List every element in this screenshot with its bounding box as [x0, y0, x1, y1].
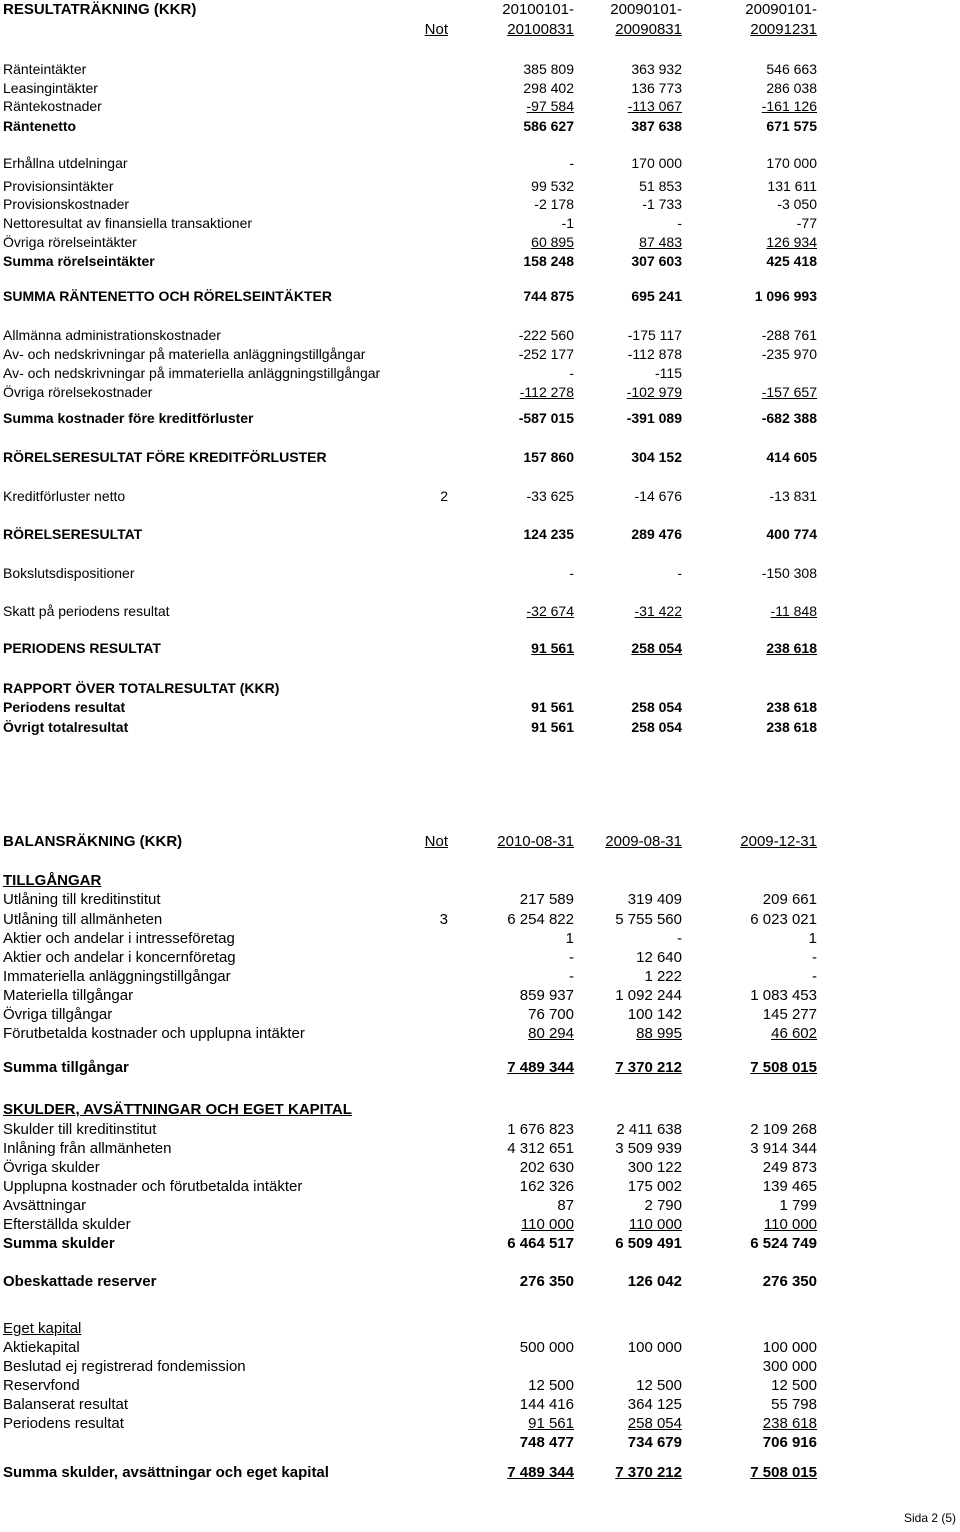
income-col3-bot: 20091231 — [750, 21, 817, 38]
row-value-3: 1 799 — [779, 1197, 817, 1214]
table-row — [0, 448, 960, 466]
row-value-3: 3 914 344 — [750, 1140, 817, 1157]
row-value-3: -288 761 — [761, 327, 817, 343]
row-value-3: -77 — [796, 215, 817, 231]
row-value-2: -115 — [655, 365, 682, 381]
row-value-2: -14 676 — [634, 488, 682, 504]
table-row — [0, 564, 960, 582]
table-row — [0, 525, 960, 543]
table-row — [0, 1235, 960, 1253]
row-value-3: 7 508 015 — [750, 1059, 817, 1076]
row-value-3: 276 350 — [762, 1273, 817, 1290]
table-row — [0, 79, 960, 97]
table-row — [0, 1121, 960, 1139]
row-label: Leasingintäkter — [3, 80, 98, 96]
row-label: Summa skulder — [3, 1235, 115, 1252]
row-value-1: 87 — [557, 1197, 574, 1214]
table-row — [0, 968, 960, 986]
income-title: RESULTATRÄKNING (KKR) — [3, 1, 197, 18]
row-value-3: 131 611 — [767, 178, 817, 194]
row-label: Avsättningar — [3, 1197, 87, 1214]
row-value-1: 91 561 — [531, 699, 574, 715]
row-value-1: - — [569, 565, 574, 581]
row-label: Skatt på periodens resultat — [3, 603, 170, 619]
row-value-3: 546 663 — [766, 61, 817, 77]
table-row — [0, 602, 960, 620]
row-value-1: -587 015 — [518, 410, 574, 426]
row-label: Balanserat resultat — [3, 1396, 129, 1413]
table-row — [0, 911, 960, 929]
row-label: Inlåning från allmänheten — [3, 1140, 172, 1157]
table-row — [0, 252, 960, 270]
row-value-2: - — [677, 215, 682, 231]
income-col2-top: 20090101- — [610, 1, 682, 18]
row-label: Ränteintäkter — [3, 61, 87, 77]
row-value-2: -31 422 — [634, 603, 682, 619]
row-label: Utlåning till allmänheten — [3, 911, 163, 928]
row-value-3: 1 — [808, 930, 817, 947]
row-value-3: -235 970 — [761, 346, 817, 362]
row-label: Aktier och andelar i koncernföretag — [3, 949, 236, 966]
row-value-3: 209 661 — [762, 891, 817, 908]
table-row — [0, 214, 960, 232]
income-col1-top: 20100101- — [502, 1, 574, 18]
row-label: Periodens resultat — [3, 1415, 124, 1432]
row-value-2: -391 089 — [626, 410, 682, 426]
row-value-1: 60 895 — [531, 234, 574, 250]
row-value-3: - — [812, 949, 817, 966]
balance-title: BALANSRÄKNING (KKR) — [3, 833, 183, 850]
row-value-1: 91 561 — [531, 640, 574, 656]
row-label: Periodens resultat — [3, 699, 126, 715]
table-row — [0, 409, 960, 427]
row-label: Provisionskostnader — [3, 196, 130, 212]
row-value-1: 859 937 — [519, 987, 574, 1004]
row-value-3: 238 618 — [762, 1415, 817, 1432]
row-value-2: 307 603 — [631, 253, 682, 269]
row-label: Skulder till kreditinstitut — [3, 1121, 157, 1138]
income-col3-top: 20090101- — [745, 1, 817, 18]
row-value-3: - — [812, 968, 817, 985]
row-value-3: 12 500 — [771, 1377, 817, 1394]
row-label: Övriga skulder — [3, 1159, 100, 1176]
row-value-3: -161 126 — [761, 98, 817, 114]
row-value-3: 300 000 — [762, 1358, 817, 1375]
row-value-1: 91 561 — [528, 1415, 574, 1432]
row-value-2: 175 002 — [627, 1178, 682, 1195]
row-value-3: -157 657 — [761, 384, 817, 400]
table-row — [0, 287, 960, 305]
row-value-2: -113 067 — [627, 98, 682, 114]
row-value-3: 145 277 — [762, 1006, 817, 1023]
table-row — [0, 487, 960, 505]
row-value-2: 88 995 — [636, 1025, 682, 1042]
row-value-3: 671 575 — [766, 118, 817, 134]
row-value-1: -33 625 — [526, 488, 574, 504]
grand-total-row — [0, 1464, 960, 1482]
row-value-1: - — [569, 155, 574, 171]
row-value-1: -32 674 — [526, 603, 574, 619]
income-col1-bot: 20100831 — [507, 21, 574, 38]
row-value-2: 734 679 — [627, 1434, 682, 1451]
row-value-2: 300 122 — [627, 1159, 682, 1176]
row-value-2: 12 640 — [636, 949, 682, 966]
row-value-3: -150 308 — [761, 565, 817, 581]
row-label: Förutbetalda kostnader och upplupna intäkter — [3, 1025, 305, 1042]
table-row — [0, 97, 960, 115]
row-label: Räntekostnader — [3, 98, 102, 114]
row-value-1: 6 254 822 — [507, 911, 574, 928]
table-row — [0, 383, 960, 401]
row-value-2: 87 483 — [639, 234, 682, 250]
row-value-1: 157 860 — [523, 449, 574, 465]
table-row — [0, 345, 960, 363]
row-value-2: - — [677, 565, 682, 581]
row-label: Nettoresultat av finansiella transaktioner — [3, 215, 253, 231]
row-value-2: 289 476 — [631, 526, 682, 542]
row-value-3: 46 602 — [771, 1025, 817, 1042]
row-value-2: 304 152 — [631, 449, 682, 465]
row-value-1: 4 312 651 — [507, 1140, 574, 1157]
row-value-1: 744 875 — [523, 288, 574, 304]
row-label: Aktier och andelar i intresseföretag — [3, 930, 235, 947]
row-value-2: 7 370 212 — [615, 1464, 682, 1481]
row-value-2: -112 878 — [627, 346, 682, 362]
row-value-1: -1 — [561, 215, 574, 231]
table-row — [0, 117, 960, 135]
row-value-1: 202 630 — [519, 1159, 574, 1176]
row-value-2: 100 000 — [627, 1339, 682, 1356]
row-label: Beslutad ej registrerad fondemission — [3, 1358, 246, 1375]
row-value-3: -11 848 — [770, 603, 817, 619]
row-label: Summa kostnader före kreditförluster — [3, 410, 254, 426]
row-value-3: 170 000 — [766, 155, 817, 171]
row-label: Övrigt totalresultat — [3, 719, 129, 735]
table-row — [0, 364, 960, 382]
row-label: Övriga rörelseintäkter — [3, 234, 137, 250]
income-col-head-top — [0, 1, 960, 19]
row-label: Obeskattade reserver — [3, 1273, 157, 1290]
row-value-3: -3 050 — [777, 196, 817, 212]
table-row — [0, 1415, 960, 1433]
row-value-3: 1 083 453 — [750, 987, 817, 1004]
row-value-2: - — [677, 930, 682, 947]
row-value-1: 158 248 — [523, 253, 574, 269]
row-value-3: -682 388 — [761, 410, 817, 426]
row-note: 3 — [439, 911, 448, 928]
row-value-1: 748 477 — [519, 1434, 574, 1451]
row-value-2: 364 125 — [627, 1396, 682, 1413]
table-row — [0, 1396, 960, 1414]
row-value-3: 55 798 — [771, 1396, 817, 1413]
table-row — [0, 154, 960, 172]
row-value-2: 2 411 638 — [616, 1121, 682, 1138]
table-row — [0, 1178, 960, 1196]
row-value-3: 286 038 — [766, 80, 817, 96]
row-label: Allmänna administrationskostnader — [3, 327, 221, 343]
row-value-3: 400 774 — [766, 526, 817, 542]
row-label: RÖRELSERESULTAT — [3, 526, 143, 542]
row-value-2: 258 054 — [627, 1415, 682, 1432]
table-row — [0, 1216, 960, 1234]
row-value-1: -97 584 — [526, 98, 574, 114]
table-row — [0, 698, 960, 716]
table-row — [0, 1377, 960, 1395]
row-label: Övriga rörelsekostnader — [3, 384, 153, 400]
page-number: Sida 2 (5) — [903, 1511, 956, 1525]
row-label: RÖRELSERESULTAT FÖRE KREDITFÖRLUSTER — [3, 449, 327, 465]
row-value-2: -175 117 — [627, 327, 682, 343]
table-row — [0, 1006, 960, 1024]
table-row — [0, 1358, 960, 1376]
row-value-2: 110 000 — [628, 1216, 682, 1233]
balance-not-label: Not — [424, 833, 448, 850]
row-value-1: - — [569, 968, 574, 985]
row-value-3: 100 000 — [762, 1339, 817, 1356]
row-value-1: - — [569, 365, 574, 381]
row-value-2: 136 773 — [631, 80, 682, 96]
row-value-1: 586 627 — [523, 118, 574, 134]
row-value-1: 7 489 344 — [507, 1464, 574, 1481]
balance-col2: 2009-08-31 — [605, 833, 682, 850]
table-row — [0, 949, 960, 967]
row-value-1: 162 326 — [519, 1178, 574, 1195]
table-row — [0, 930, 960, 948]
row-value-1: 6 464 517 — [507, 1235, 574, 1252]
row-value-1: 385 809 — [523, 61, 574, 77]
row-value-1: 80 294 — [528, 1025, 574, 1042]
row-value-1: 1 — [565, 930, 574, 947]
row-value-2: 258 054 — [631, 699, 682, 715]
row-value-1: -112 278 — [519, 384, 574, 400]
row-value-1: 1 676 823 — [507, 1121, 574, 1138]
assets-header-row — [0, 872, 960, 890]
table-row — [0, 1197, 960, 1215]
row-label: Aktiekapital — [3, 1339, 80, 1356]
row-value-3: 126 934 — [766, 234, 817, 250]
row-value-2: -1 733 — [642, 196, 682, 212]
table-row — [0, 195, 960, 213]
row-value-2: 258 054 — [631, 719, 682, 735]
row-value-2: 126 042 — [627, 1273, 682, 1290]
income-col2-bot: 20090831 — [615, 21, 682, 38]
balance-col1: 2010-08-31 — [497, 833, 574, 850]
row-label: Av- och nedskrivningar på immateriella anläggningstillgångar — [3, 365, 381, 381]
row-value-1: 7 489 344 — [507, 1059, 574, 1076]
row-value-2: 7 370 212 — [615, 1059, 682, 1076]
row-value-3: 425 418 — [766, 253, 817, 269]
row-value-2: 2 790 — [644, 1197, 682, 1214]
total-title-row — [0, 679, 960, 697]
total-title: RAPPORT ÖVER TOTALRESULTAT (KKR) — [3, 680, 280, 696]
row-label: Kreditförluster netto — [3, 488, 126, 504]
row-value-1: 298 402 — [523, 80, 574, 96]
row-label: SUMMA RÄNTENETTO OCH RÖRELSEINTÄKTER — [3, 288, 332, 304]
row-value-2: 363 932 — [631, 61, 682, 77]
equity-subtotal-row — [0, 1434, 960, 1452]
row-value-2: 6 509 491 — [615, 1235, 682, 1252]
row-value-1: - — [569, 949, 574, 966]
row-label: Bokslutsdispositioner — [3, 565, 135, 581]
income-col-head-bottom — [0, 21, 960, 39]
row-value-1: -222 560 — [518, 327, 574, 343]
row-value-1: 99 532 — [531, 178, 574, 194]
row-value-3: 249 873 — [762, 1159, 817, 1176]
row-value-2: 319 409 — [627, 891, 682, 908]
untaxed-row — [0, 1273, 960, 1291]
row-value-3: 1 096 993 — [754, 288, 817, 304]
row-label: Provisionsintäkter — [3, 178, 114, 194]
table-row — [0, 177, 960, 195]
table-row — [0, 987, 960, 1005]
row-value-1: 276 350 — [519, 1273, 574, 1290]
row-label: Upplupna kostnader och förutbetalda intäkter — [3, 1178, 303, 1195]
row-value-2: 100 142 — [627, 1006, 682, 1023]
row-note: 2 — [440, 488, 448, 504]
row-label: Övriga tillgångar — [3, 1006, 113, 1023]
table-row — [0, 718, 960, 736]
row-label: Räntenetto — [3, 118, 77, 134]
row-value-2: 5 755 560 — [615, 911, 682, 928]
row-value-1: 91 561 — [531, 719, 574, 735]
row-value-3: 2 109 268 — [750, 1121, 817, 1138]
table-row — [0, 639, 960, 657]
row-label: Materiella tillgångar — [3, 987, 134, 1004]
row-value-2: 387 638 — [631, 118, 682, 134]
row-label: Immateriella anläggningstillgångar — [3, 968, 231, 985]
row-value-2: -102 979 — [626, 384, 682, 400]
equity-header-row — [0, 1320, 960, 1338]
row-label: Efterställda skulder — [3, 1216, 131, 1233]
table-row — [0, 1159, 960, 1177]
row-value-3: 110 000 — [763, 1216, 817, 1233]
row-value-1: 217 589 — [519, 891, 574, 908]
row-value-2: 170 000 — [631, 155, 682, 171]
assets-total-row — [0, 1059, 960, 1077]
row-label: Reservfond — [3, 1377, 80, 1394]
assets-header: TILLGÅNGAR — [3, 872, 102, 889]
row-label: Summa rörelseintäkter — [3, 253, 155, 269]
row-value-2: 51 853 — [639, 178, 682, 194]
row-value-2: 1 222 — [644, 968, 682, 985]
row-value-1: 76 700 — [528, 1006, 574, 1023]
row-value-1: -2 178 — [534, 196, 574, 212]
row-value-1: 124 235 — [523, 526, 574, 542]
table-row — [0, 233, 960, 251]
row-value-3: 414 605 — [766, 449, 817, 465]
row-value-2: 695 241 — [631, 288, 682, 304]
table-row — [0, 1339, 960, 1357]
row-value-1: 500 000 — [519, 1339, 574, 1356]
row-value-1: 110 000 — [520, 1216, 574, 1233]
row-value-2: 1 092 244 — [615, 987, 682, 1004]
balance-header-row — [0, 833, 960, 851]
row-value-3: 238 618 — [766, 640, 817, 656]
row-label: Summa tillgångar — [3, 1059, 129, 1076]
income-not-label: Not — [424, 21, 448, 38]
row-value-2: 3 509 939 — [615, 1140, 682, 1157]
equity-header: Eget kapital — [3, 1320, 82, 1337]
table-row — [0, 1140, 960, 1158]
row-label: PERIODENS RESULTAT — [3, 640, 161, 656]
row-value-1: 12 500 — [528, 1377, 574, 1394]
liab-header-row — [0, 1101, 960, 1119]
row-value-3: 706 916 — [762, 1434, 817, 1451]
row-label: Summa skulder, avsättningar och eget kapital — [3, 1464, 329, 1481]
row-value-3: -13 831 — [769, 488, 817, 504]
liab-header: SKULDER, AVSÄTTNINGAR OCH EGET KAPITAL — [3, 1101, 352, 1118]
row-value-2: 12 500 — [636, 1377, 682, 1394]
table-row — [0, 1025, 960, 1043]
row-value-3: 6 524 749 — [750, 1235, 817, 1252]
table-row — [0, 326, 960, 344]
row-value-2: 258 054 — [631, 640, 682, 656]
table-row — [0, 60, 960, 78]
row-value-3: 7 508 015 — [750, 1464, 817, 1481]
balance-col3: 2009-12-31 — [740, 833, 817, 850]
row-value-3: 139 465 — [762, 1178, 817, 1195]
row-value-1: 144 416 — [519, 1396, 574, 1413]
row-label: Av- och nedskrivningar på materiella anläggningstillgångar — [3, 346, 366, 362]
row-label: Erhållna utdelningar — [3, 155, 128, 171]
row-value-3: 238 618 — [766, 719, 817, 735]
row-label: Utlåning till kreditinstitut — [3, 891, 161, 908]
row-value-3: 6 023 021 — [750, 911, 817, 928]
row-value-3: 238 618 — [766, 699, 817, 715]
table-row — [0, 891, 960, 909]
row-value-1: -252 177 — [518, 346, 574, 362]
